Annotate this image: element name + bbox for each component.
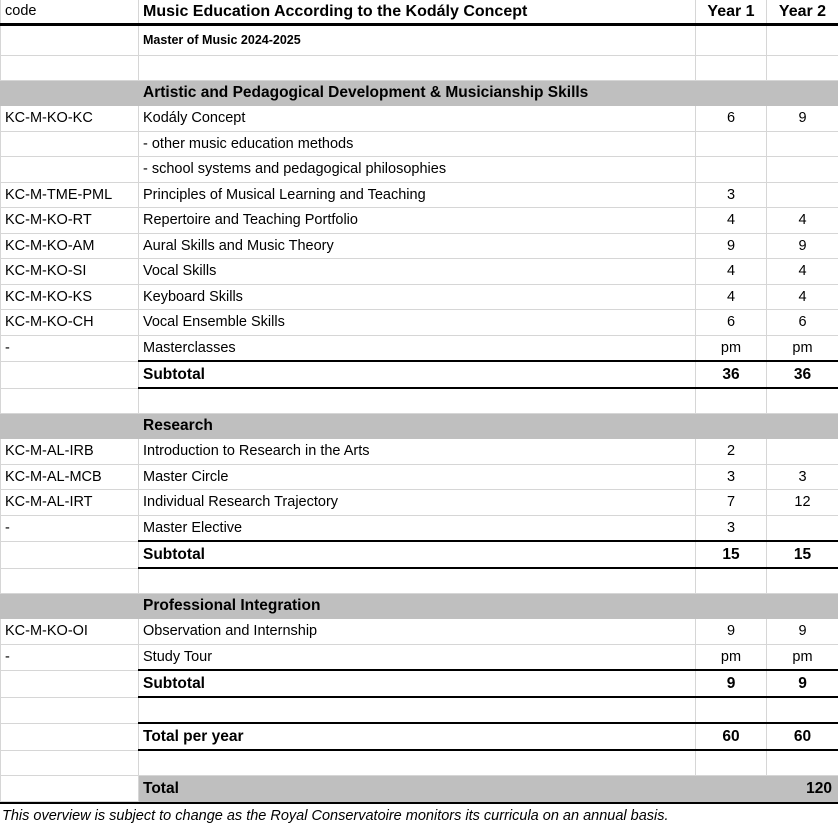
course-code xyxy=(1,541,139,568)
year-1-credits: pm xyxy=(696,335,767,361)
subtotal-row xyxy=(1,361,838,388)
course-name: Observation and Internship xyxy=(139,619,696,645)
course-name: Aural Skills and Music Theory xyxy=(139,233,696,259)
section-header-row xyxy=(1,81,838,106)
year-2-credits xyxy=(767,131,838,157)
course-code xyxy=(1,697,139,723)
course-name: Individual Research Trajectory xyxy=(139,490,696,516)
year-1-credits: 3 xyxy=(696,515,767,541)
table-row xyxy=(1,439,838,465)
year-1-credits: 15 xyxy=(696,541,767,568)
course-code: - xyxy=(1,515,139,541)
year-1-credits: 60 xyxy=(696,723,767,750)
year-2-credits xyxy=(767,750,838,776)
section-header-row xyxy=(1,594,838,619)
year-1-credits xyxy=(696,750,767,776)
course-code xyxy=(1,594,139,619)
course-name: Total per year xyxy=(139,723,696,750)
table-row xyxy=(1,515,838,541)
course-name: Total xyxy=(139,776,696,802)
year-1-credits xyxy=(696,388,767,414)
year-1-credits xyxy=(696,56,767,81)
year-1-credits xyxy=(696,157,767,183)
course-name: Artistic and Pedagogical Development & Musicianship Skills xyxy=(139,81,696,106)
year-1-credits xyxy=(696,81,767,106)
table-row xyxy=(1,106,838,132)
course-code xyxy=(1,670,139,697)
course-code: KC-M-KO-KS xyxy=(1,284,139,310)
course-code xyxy=(1,723,139,750)
course-name: Introduction to Research in the Arts xyxy=(139,439,696,465)
year-2-credits xyxy=(767,388,838,414)
course-code: KC-M-AL-IRB xyxy=(1,439,139,465)
course-code: KC-M-AL-IRT xyxy=(1,490,139,516)
course-code: KC-M-KO-KC xyxy=(1,106,139,132)
course-name: Kodály Concept xyxy=(139,106,696,132)
subtotal-row xyxy=(1,541,838,568)
table-row xyxy=(1,619,838,645)
year-2-credits xyxy=(767,439,838,465)
year-1-credits: 4 xyxy=(696,259,767,285)
year-2-credits xyxy=(767,182,838,208)
year-2-credits: pm xyxy=(767,335,838,361)
year-1-credits: 9 xyxy=(696,670,767,697)
year-2-credits: 60 xyxy=(767,723,838,750)
course-code: KC-M-KO-CH xyxy=(1,310,139,336)
course-name: Repertoire and Teaching Portfolio xyxy=(139,208,696,234)
year-2-credits: pm xyxy=(767,644,838,670)
table-body xyxy=(1,0,838,802)
course-name xyxy=(139,388,696,414)
table-row xyxy=(1,464,838,490)
course-name: Master Elective xyxy=(139,515,696,541)
course-name: Professional Integration xyxy=(139,594,696,619)
year-2-credits: 9 xyxy=(767,619,838,645)
year-1-credits xyxy=(696,131,767,157)
subtotal-row xyxy=(1,670,838,697)
spacer-row xyxy=(1,750,838,776)
course-name: Research xyxy=(139,414,696,439)
subtitle-y1-cell xyxy=(696,25,767,56)
year-2-credits: 4 xyxy=(767,259,838,285)
year-2-credits: 9 xyxy=(767,106,838,132)
course-code xyxy=(1,81,139,106)
spacer-row xyxy=(1,388,838,414)
course-code: - xyxy=(1,644,139,670)
course-name: Principles of Musical Learning and Teaching xyxy=(139,182,696,208)
course-name xyxy=(139,697,696,723)
table-row xyxy=(1,208,838,234)
year-2-credits: 4 xyxy=(767,208,838,234)
table-row xyxy=(1,131,838,157)
course-code: KC-M-AL-MCB xyxy=(1,464,139,490)
course-code: KC-M-TME-PML xyxy=(1,182,139,208)
year-1-credits: pm xyxy=(696,644,767,670)
year-2-credits xyxy=(767,414,838,439)
course-name: Subtotal xyxy=(139,670,696,697)
table-row xyxy=(1,644,838,670)
course-code xyxy=(1,388,139,414)
course-code xyxy=(1,568,139,594)
footnote-text: This overview is subject to change as the Royal Conservatoire monitors its curricula on an annual basis. xyxy=(0,802,838,828)
year-1-credits: 2 xyxy=(696,439,767,465)
table-row xyxy=(1,259,838,285)
year-2-credits: 12 xyxy=(767,490,838,516)
header-code-label: code xyxy=(1,0,139,25)
page-title: Music Education According to the Kodály Concept xyxy=(139,0,696,25)
year-2-credits xyxy=(767,81,838,106)
header-year-2: Year 2 xyxy=(767,0,838,25)
subtitle-text: Master of Music 2024-2025 xyxy=(139,25,696,56)
table-row xyxy=(1,310,838,336)
course-code xyxy=(1,776,139,802)
year-1-credits: 9 xyxy=(696,233,767,259)
grand-total-row xyxy=(1,776,838,802)
year-2-credits xyxy=(767,56,838,81)
course-name: Keyboard Skills xyxy=(139,284,696,310)
section-header-row xyxy=(1,414,838,439)
course-code xyxy=(1,361,139,388)
course-code: KC-M-KO-OI xyxy=(1,619,139,645)
spacer-row xyxy=(1,56,838,81)
table-row xyxy=(1,233,838,259)
year-1-credits: 9 xyxy=(696,619,767,645)
table-row xyxy=(1,490,838,516)
course-name: - school systems and pedagogical philosophies xyxy=(139,157,696,183)
year-1-credits xyxy=(696,414,767,439)
year-1-credits xyxy=(696,568,767,594)
table-row xyxy=(1,335,838,361)
year-1-credits: 3 xyxy=(696,464,767,490)
table-row xyxy=(1,284,838,310)
year-2-credits: 15 xyxy=(767,541,838,568)
course-code xyxy=(1,131,139,157)
course-name: Subtotal xyxy=(139,541,696,568)
year-1-credits: 4 xyxy=(696,208,767,234)
table-row xyxy=(1,182,838,208)
course-name: Study Tour xyxy=(139,644,696,670)
year-2-credits xyxy=(767,697,838,723)
year-2-credits: 120 xyxy=(767,776,838,802)
course-name xyxy=(139,568,696,594)
course-name: Subtotal xyxy=(139,361,696,388)
year-2-credits: 4 xyxy=(767,284,838,310)
subtitle-code-cell xyxy=(1,25,139,56)
table-header-row xyxy=(1,0,838,25)
course-code: KC-M-KO-AM xyxy=(1,233,139,259)
course-name xyxy=(139,750,696,776)
year-1-credits xyxy=(696,697,767,723)
year-1-credits: 7 xyxy=(696,490,767,516)
year-2-credits xyxy=(767,157,838,183)
course-code xyxy=(1,56,139,81)
year-2-credits: 3 xyxy=(767,464,838,490)
course-name: - other music education methods xyxy=(139,131,696,157)
table-row xyxy=(1,157,838,183)
course-code: KC-M-KO-RT xyxy=(1,208,139,234)
year-1-credits: 4 xyxy=(696,284,767,310)
year-2-credits: 9 xyxy=(767,670,838,697)
year-1-credits: 6 xyxy=(696,106,767,132)
course-name xyxy=(139,56,696,81)
year-1-credits xyxy=(696,776,767,802)
course-name: Masterclasses xyxy=(139,335,696,361)
year-2-credits: 36 xyxy=(767,361,838,388)
course-code: - xyxy=(1,335,139,361)
year-1-credits: 6 xyxy=(696,310,767,336)
course-code xyxy=(1,157,139,183)
year-1-credits xyxy=(696,594,767,619)
year-2-credits xyxy=(767,594,838,619)
footnote-container xyxy=(0,802,838,828)
course-name: Vocal Skills xyxy=(139,259,696,285)
course-name: Master Circle xyxy=(139,464,696,490)
subtitle-row xyxy=(1,25,838,56)
spacer-row xyxy=(1,568,838,594)
course-code xyxy=(1,414,139,439)
course-name: Vocal Ensemble Skills xyxy=(139,310,696,336)
year-2-credits xyxy=(767,568,838,594)
total-per-year-row xyxy=(1,723,838,750)
subtitle-y2-cell xyxy=(767,25,838,56)
year-1-credits: 36 xyxy=(696,361,767,388)
course-code: KC-M-KO-SI xyxy=(1,259,139,285)
header-year-1: Year 1 xyxy=(696,0,767,25)
year-2-credits xyxy=(767,515,838,541)
year-2-credits: 9 xyxy=(767,233,838,259)
spacer-row xyxy=(1,697,838,723)
year-1-credits: 3 xyxy=(696,182,767,208)
year-2-credits: 6 xyxy=(767,310,838,336)
course-code xyxy=(1,750,139,776)
